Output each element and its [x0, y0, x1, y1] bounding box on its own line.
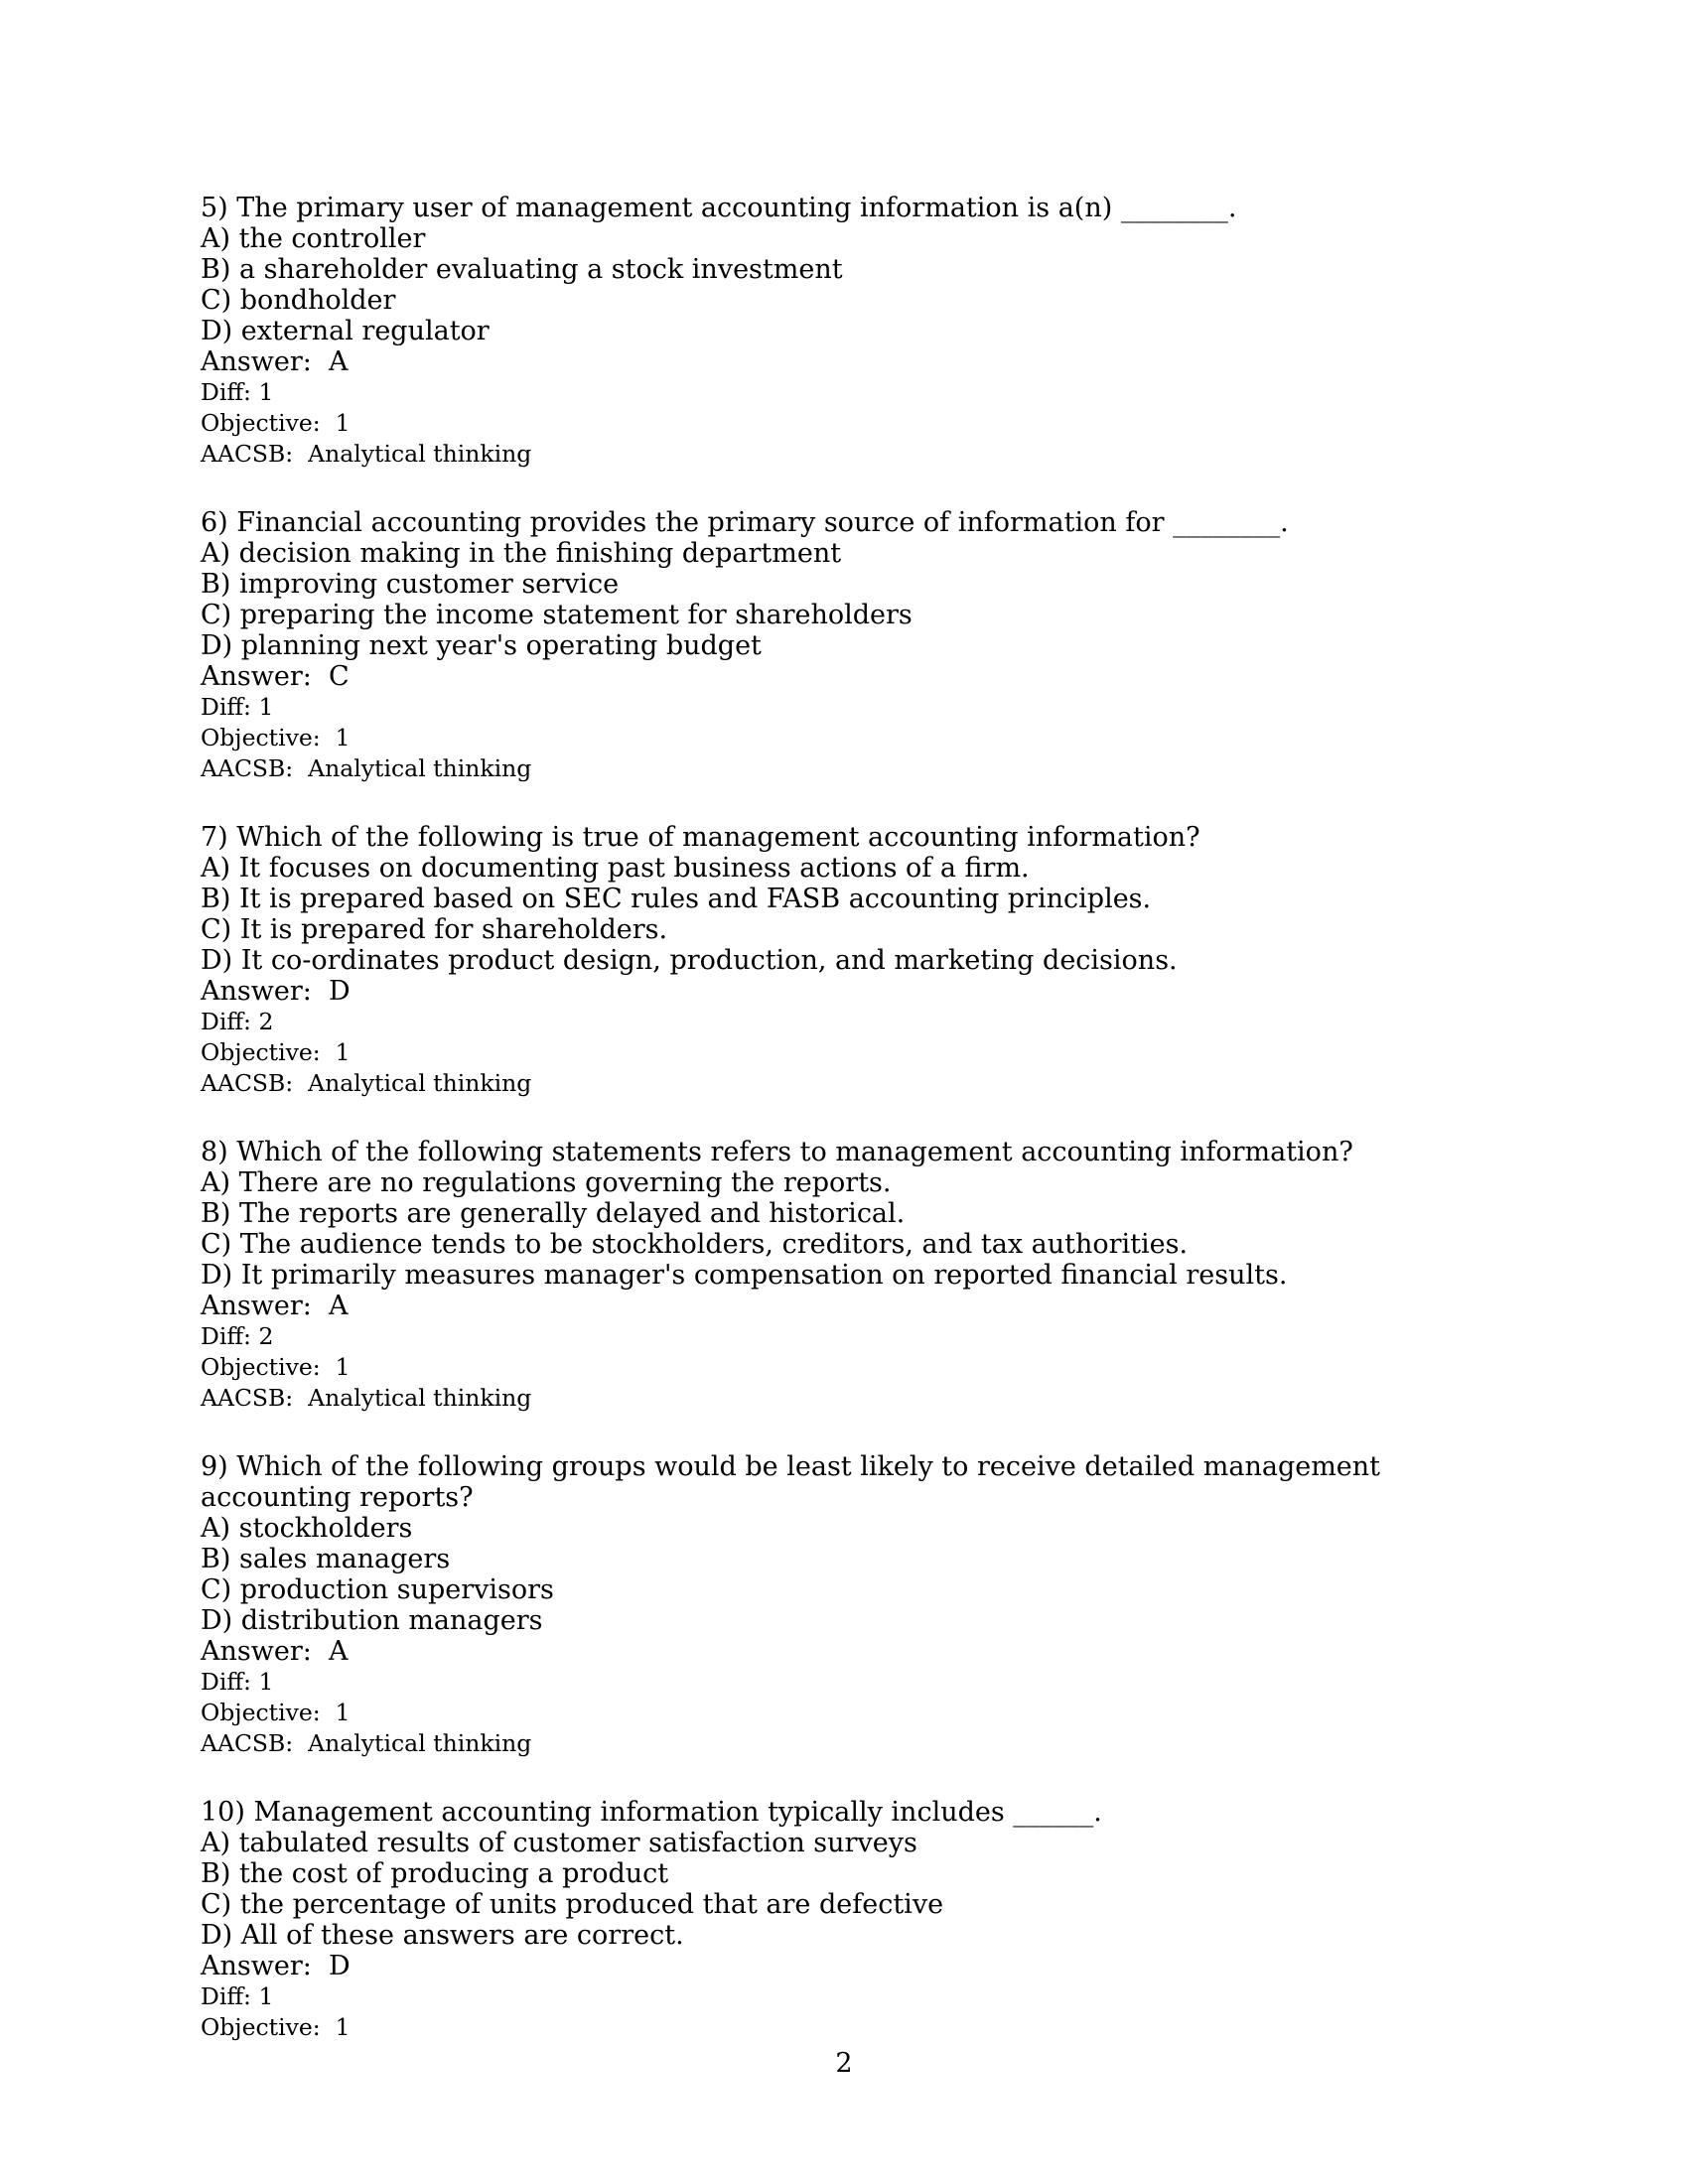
questions-list — [201, 193, 1499, 2043]
answer-option: B) a shareholder evaluating a stock investment — [201, 254, 843, 285]
diff-line: Diff: 1 — [201, 693, 274, 721]
answer-option: B) The reports are generally delayed and historical. — [201, 1198, 906, 1229]
answer-option: A) It focuses on documenting past business actions of a firm. — [201, 853, 1030, 884]
question-prompt: 8) Which of the following statements refers to management accounting information? — [201, 1137, 1353, 1167]
question-block-9 — [201, 1451, 1499, 1759]
question-prompt: 7) Which of the following is true of management accounting information? — [201, 822, 1200, 853]
objective-line: Objective: 1 — [201, 724, 351, 751]
answer-option: B) the cost of producing a product — [201, 1858, 669, 1889]
answer-option: A) stockholders — [201, 1513, 413, 1544]
diff-line: Diff: 2 — [201, 1322, 274, 1350]
answer-option: B) sales managers — [201, 1544, 451, 1574]
answer-option: C) The audience tends to be stockholders, creditors, and tax authorities. — [201, 1229, 1189, 1260]
aacsb-line: AACSB: Analytical thinking — [201, 1729, 532, 1757]
answer-option: A) tabulated results of customer satisfaction surveys — [201, 1828, 917, 1858]
question-prompt: 5) The primary user of management accounting information is a(n) ________. — [201, 193, 1237, 223]
answer-option: C) production supervisors — [201, 1574, 554, 1605]
answer-option: D) external regulator — [201, 316, 490, 346]
answer-line: Answer: D — [201, 1951, 351, 1981]
answer-line: Answer: A — [201, 1291, 349, 1321]
question-prompt: 6) Financial accounting provides the primary source of information for ________. — [201, 507, 1289, 538]
question-prompt: 9) Which of the following groups would be least likely to receive detailed management — [201, 1451, 1381, 1482]
objective-line: Objective: 1 — [201, 1038, 351, 1066]
aacsb-line: AACSB: Analytical thinking — [201, 754, 532, 782]
question-block-10 — [201, 1797, 1499, 2043]
objective-line: Objective: 1 — [201, 409, 351, 437]
answer-option: D) All of these answers are correct. — [201, 1920, 684, 1951]
answer-option: D) distribution managers — [201, 1605, 543, 1636]
answer-line: Answer: A — [201, 1636, 349, 1667]
answer-option: C) bondholder — [201, 285, 396, 316]
page-number: 2 — [835, 2048, 853, 2079]
answer-option: B) improving customer service — [201, 569, 620, 600]
question-block-8 — [201, 1137, 1499, 1414]
answer-line: Answer: C — [201, 661, 350, 692]
aacsb-line: AACSB: Analytical thinking — [201, 1069, 532, 1097]
objective-line: Objective: 1 — [201, 1353, 351, 1381]
answer-option: A) decision making in the finishing department — [201, 538, 842, 569]
answer-line: Answer: A — [201, 346, 349, 377]
question-block-6 — [201, 507, 1499, 784]
diff-line: Diff: 1 — [201, 1668, 274, 1696]
answer-option: C) preparing the income statement for shareholders — [201, 600, 913, 630]
answer-option: D) planning next year's operating budget — [201, 630, 762, 661]
answer-option: A) the controller — [201, 223, 426, 254]
question-prompt: 10) Management accounting information typically includes ______. — [201, 1797, 1102, 1828]
aacsb-line: AACSB: Analytical thinking — [201, 1384, 532, 1412]
answer-option: D) It co-ordinates product design, production, and marketing decisions. — [201, 945, 1178, 976]
answer-option: B) It is prepared based on SEC rules and FASB accounting principles. — [201, 884, 1152, 914]
diff-line: Diff: 2 — [201, 1008, 274, 1035]
answer-option: D) It primarily measures manager's compensation on reported financial results. — [201, 1260, 1288, 1291]
question-block-7 — [201, 822, 1499, 1099]
answer-option: A) There are no regulations governing the reports. — [201, 1167, 892, 1198]
answer-line: Answer: D — [201, 976, 351, 1007]
aacsb-line: AACSB: Analytical thinking — [201, 440, 532, 468]
answer-option: C) It is prepared for shareholders. — [201, 914, 668, 945]
question-prompt: accounting reports? — [201, 1482, 474, 1513]
diff-line: Diff: 1 — [201, 378, 274, 406]
objective-line: Objective: 1 — [201, 2013, 351, 2041]
answer-option: C) the percentage of units produced that are defective — [201, 1889, 944, 1920]
question-block-5 — [201, 193, 1499, 470]
objective-line: Objective: 1 — [201, 1699, 351, 1726]
diff-line: Diff: 1 — [201, 1982, 274, 2010]
